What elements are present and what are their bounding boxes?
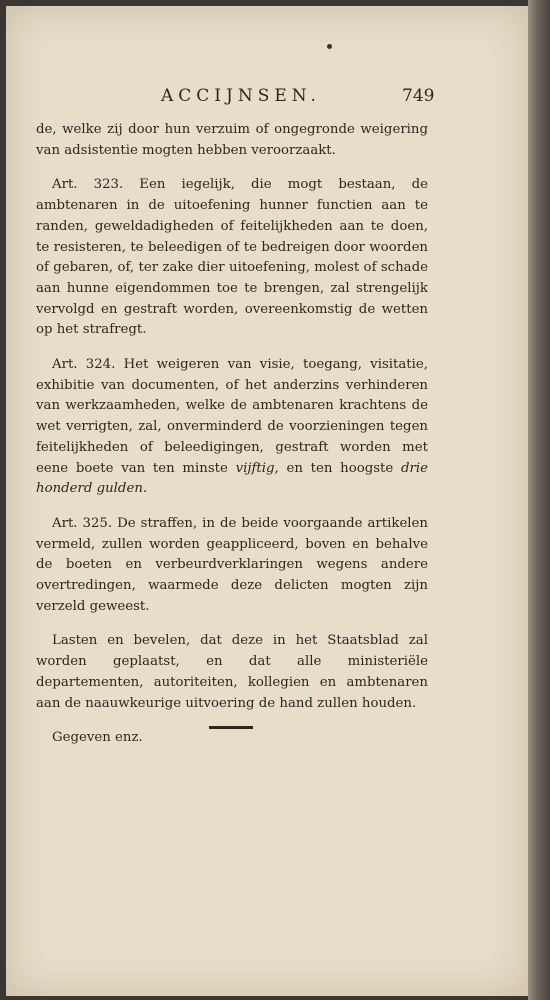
art-324-text: Art. 324. Het weigeren van visie, toegang, visitatie, exhibitie van documenten, of het anderzins verhinderen van werkzaamheden, welke de ambtenaren krachtens de wet verrigten, zal, onverminderd de voorzieningen tegen feitelijkheden of beleedigingen, gestraft worden met eene boete van ten minste [36, 357, 428, 476]
amount-max: drie honderd gulden. [36, 460, 428, 497]
book-gutter [528, 0, 550, 1000]
book-page [6, 6, 528, 996]
closing-rule [209, 726, 253, 729]
ink-dot [327, 44, 332, 49]
running-title: ACCIJNSEN. [161, 86, 321, 106]
paragraph-art-323: Art. 323. Een iegelijk, die mogt bestaan, de ambtenaren in de uitoefening hunner functien aan te randen, geweldadigheden of feitelijkheden aan te doen, te resisteren, te beleedigen of te bedreigen door woorden of gebaren, of, ter zake dier uitoefening, molest of schade aan hunne eigendommen toe te brengen, zal strengelijk vervolgd en gestraft worden, overeenkomstig de wetten op het strafregt. [36, 177, 428, 338]
paragraph-gegeven: Gegeven enz. [52, 730, 143, 746]
paragraph-art-324 [36, 355, 428, 500]
amount-min: vijftig [235, 460, 275, 476]
paragraph-art-325: Art. 325. De straffen, in de beide voorgaande artikelen vermeld, zullen worden geappliceerd, boven en behalve de boeten en verbeurdverklaringen wegens andere overtredingen, waarmede deze delicten mogten zijn verzeld geweest. [36, 515, 428, 614]
paragraph-lasten: Lasten en bevelen, dat deze in het Staatsblad zal worden geplaatst, en dat alle ministeriële departementen, autoriteiten, kollegien en ambtenaren aan de naauwkeurige uitvoering de hand zullen houden. [36, 633, 428, 711]
page-number: 749 [402, 86, 435, 106]
body-text [36, 120, 428, 763]
paragraph-continuation: de, welke zij door hun verzuim of ongegronde weigering van adsistentie mogten hebben veroorzaakt. [36, 122, 428, 158]
art-324-text-2: , en ten hoogste [274, 460, 394, 476]
